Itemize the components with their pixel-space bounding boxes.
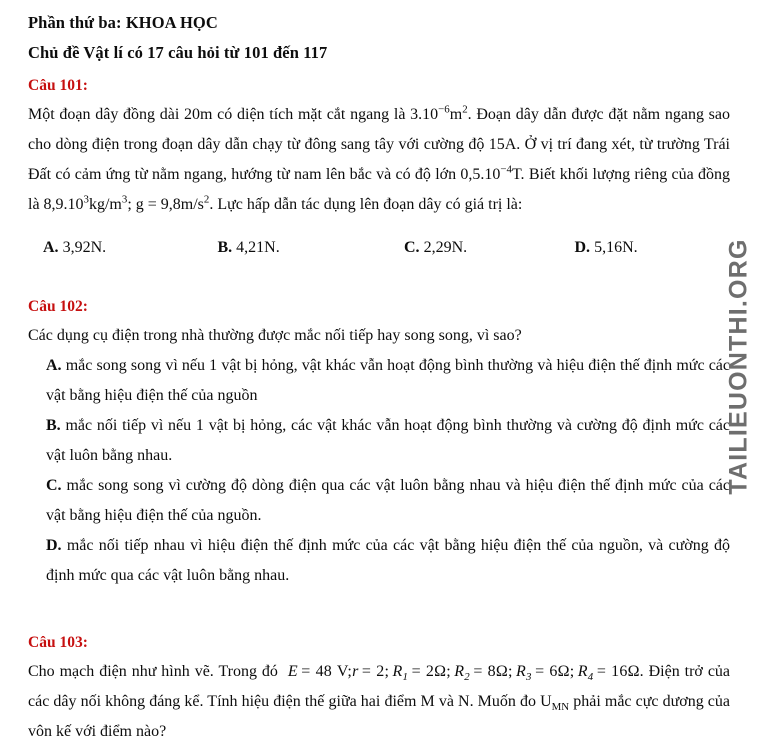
option-102-b[interactable] (28, 411, 730, 471)
q101-sup-3: −4 (500, 163, 512, 176)
option-102-b-letter: B. (46, 417, 61, 434)
q103-sub-mn: MN (551, 701, 570, 714)
question-103-label: Câu 103: (28, 634, 88, 651)
formula-r4-value: = 16Ω (596, 663, 640, 680)
formula-r1-symbol: R (392, 663, 403, 680)
q101-text-1: Một đoạn dây đồng dài 20m có diện tích mặt cắt ngang là 3.10 (28, 106, 439, 123)
option-101-d-letter: D. (574, 239, 591, 256)
formula-r2-value: = 8Ω; (473, 663, 513, 680)
option-102-d-letter: D. (46, 537, 62, 554)
q101-text-4: T. Biết khối lượng riêng của đồng là 8,9.10 (28, 166, 730, 213)
option-101-b-text: 4,21N. (236, 239, 280, 256)
option-101-c-text: 2,29N. (423, 239, 468, 256)
q103-text-2: . Điện trở của các dây nối không đáng kể. Tính hiệu điện thế giữa hai điểm M và N. Muốn đo U (28, 663, 731, 710)
option-101-c[interactable] (379, 233, 555, 263)
option-101-b[interactable] (204, 233, 380, 263)
q101-text-7: . Lực hấp dẫn tác dụng lên đoạn dây có giá trị là: (209, 196, 523, 213)
q101-sup-4: 3 (83, 193, 89, 206)
q103-text-1: Cho mạch điện như hình vẽ. Trong đó (28, 663, 278, 680)
option-101-a-letter: A. (43, 239, 59, 256)
option-101-c-letter: C. (404, 239, 420, 256)
spacer (28, 591, 730, 625)
formula-r1-sub: 1 (402, 671, 409, 684)
option-101-b-letter: B. (217, 239, 233, 256)
q103-formula (287, 663, 640, 684)
option-101-d[interactable] (555, 233, 731, 263)
formula-r3-value: = 6Ω; (535, 663, 575, 680)
formula-emf-value: = 48 V; (301, 663, 353, 680)
option-102-c-letter: C. (46, 477, 62, 494)
q101-text-2: m (449, 106, 463, 123)
q101-text-3: . Đoạn dây dẫn được đặt nằm ngang sao cho dòng điện trong đoạn dây dẫn chạy từ đông sang tây với cường độ 15A. Ở vị trí đang xét, từ trường Trái Đất có cảm ứng từ nằm ngang, hướng từ nam lên bắc và có độ lớn 0,5.10 (28, 106, 730, 183)
option-102-a[interactable] (28, 351, 730, 411)
document-subtitle: Chủ đề Vật lí có 17 câu hỏi từ 101 đến 117 (28, 43, 328, 62)
option-102-a-letter: A. (46, 357, 62, 374)
watermark-text: TAILIEUONTHI.ORG (724, 237, 753, 495)
option-102-a-text: mắc song song vì nếu 1 vật bị hỏng, vật khác vẫn hoạt động bình thường và hiệu điện thế định mức các vật bằng hiệu điện thế của nguồn (46, 357, 731, 404)
q103-text-3: phải mắc cực dương của vôn kế với điểm nào? (28, 693, 731, 740)
q101-text-6: ; g = 9,8m/s (127, 196, 204, 213)
formula-r2-sub: 2 (464, 671, 470, 684)
formula-r4-sub: 4 (587, 671, 594, 684)
option-102-c[interactable] (28, 471, 730, 531)
question-102-body: Các dụng cụ điện trong nhà thường được mắc nối tiếp hay song song, vì sao? (28, 327, 522, 344)
option-101-a[interactable] (28, 233, 204, 263)
formula-r4-symbol: R (577, 663, 588, 680)
formula-r-symbol: r (352, 663, 359, 680)
spacer (28, 220, 730, 230)
option-102-b-text: mắc nối tiếp vì nếu 1 vật bị hỏng, các vật khác vẫn hoạt động bình thường và cường độ định mức các vật luôn bằng nhau. (46, 417, 731, 464)
q101-sup-6: 2 (203, 193, 210, 206)
spacer (28, 263, 730, 289)
formula-r-value: = 2; (361, 663, 390, 680)
question-103-body (28, 657, 730, 747)
formula-r2-symbol: R (454, 663, 465, 680)
option-102-d[interactable] (28, 531, 730, 591)
option-102-c-text: mắc song song vì cường độ dòng điện qua các vật luôn bằng nhau và hiệu điện thế định mức của các vật bằng hiệu điện thế của nguồn. (46, 477, 731, 524)
question-101-body (28, 100, 730, 220)
q101-sup-5: 3 (121, 193, 128, 206)
formula-r1-value: = 2Ω; (411, 663, 451, 680)
question-102-label: Câu 102: (28, 298, 88, 315)
question-101-options (28, 233, 730, 263)
question-101-label: Câu 101: (28, 77, 88, 94)
formula-emf-symbol: E (287, 663, 298, 680)
option-102-d-text: mắc nối tiếp nhau vì hiệu điện thế định mức của các vật bằng hiệu điện thế của nguồn, và cường độ định mức qua các vật luôn bằng nhau. (46, 537, 730, 584)
q101-sup-2: 2 (462, 103, 468, 116)
q101-sup-1: −6 (438, 103, 450, 116)
q101-text-5: kg/m (88, 196, 122, 213)
option-101-d-text: 5,16N. (594, 239, 638, 256)
formula-r3-sub: 3 (526, 671, 532, 684)
document-title: Phần thứ ba: KHOA HỌC (28, 13, 218, 32)
formula-r3-symbol: R (516, 663, 527, 680)
option-101-a-text: 3,92N. (62, 239, 107, 256)
